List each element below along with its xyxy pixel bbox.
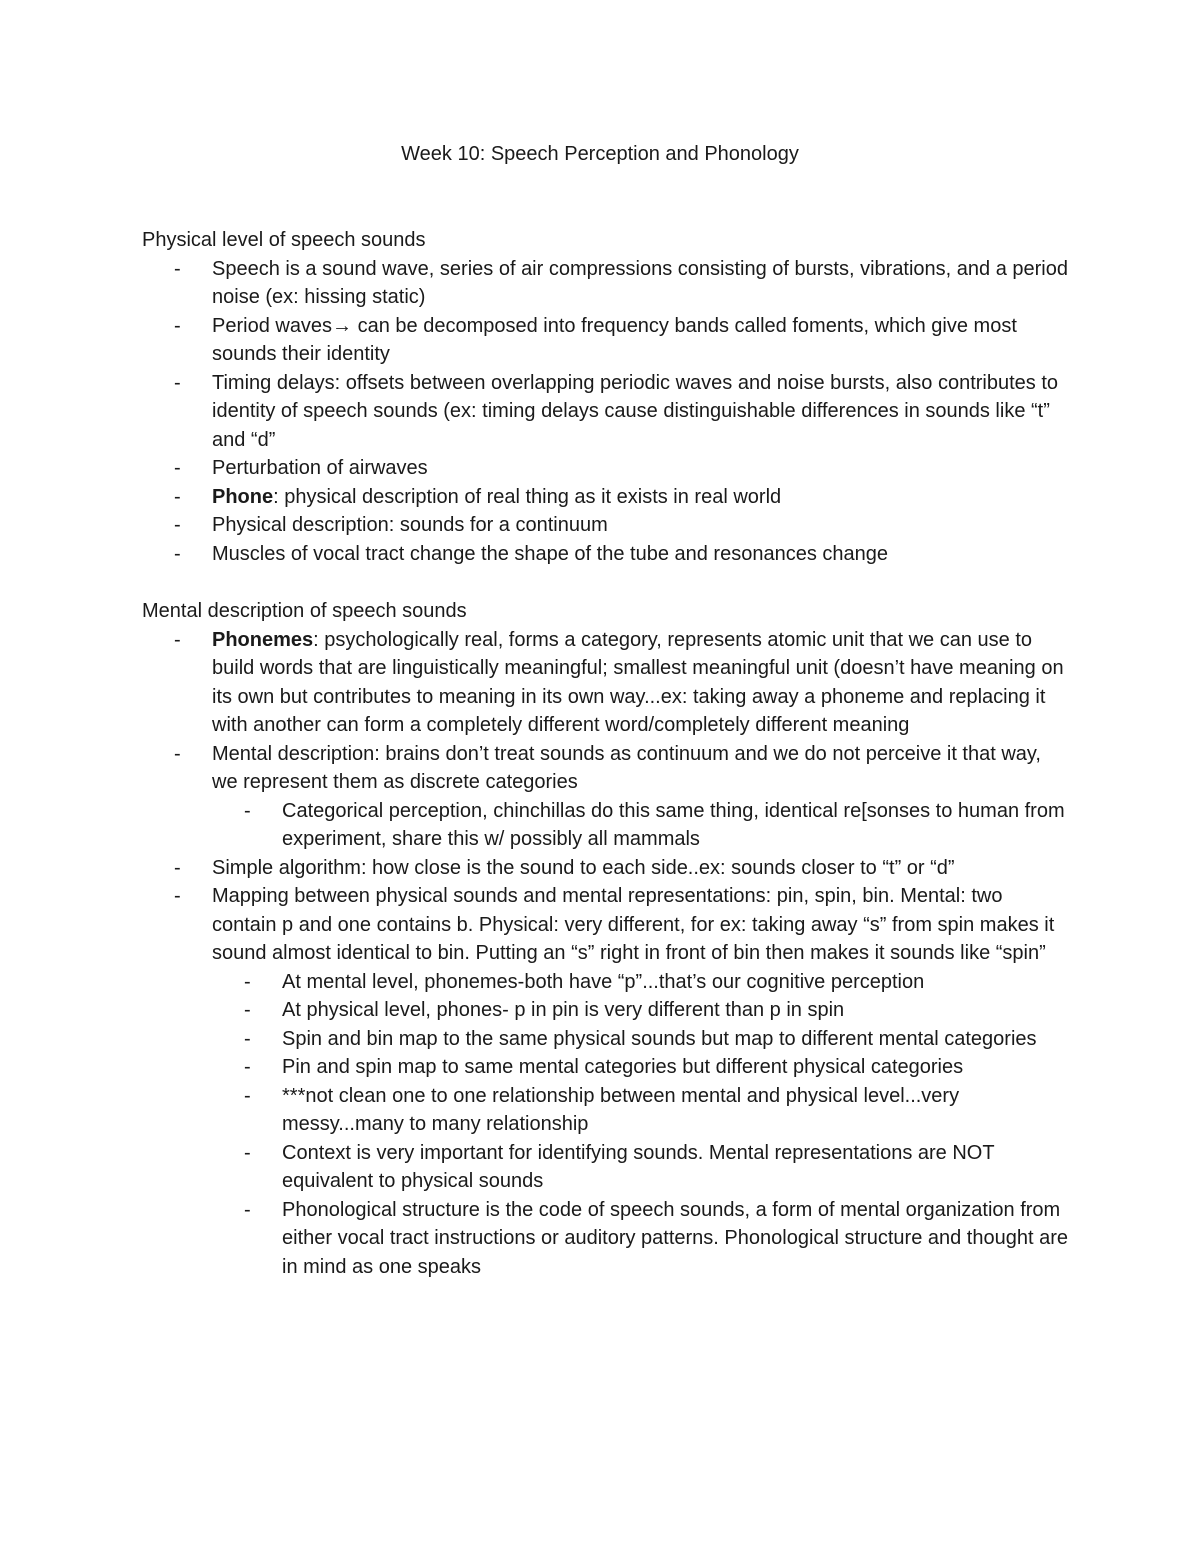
dash-bullet: -	[244, 1027, 251, 1050]
section-mental-description	[142, 597, 1072, 1281]
dash-bullet: -	[174, 856, 181, 879]
section-heading: Mental description of speech sounds	[142, 600, 467, 622]
dash-bullet: -	[244, 1084, 251, 1107]
dash-bullet: -	[174, 257, 181, 280]
list-item	[142, 540, 1072, 569]
list-item	[142, 255, 1072, 312]
section-heading: Physical level of speech sounds	[142, 229, 426, 251]
list-item	[142, 626, 1072, 740]
list-item-text: Timing delays: offsets between overlapping periodic waves and noise bursts, also contributes to identity of speech sounds (ex: timing delays cause distinguishable differences in sounds like “t” and “d”	[212, 371, 1059, 451]
dash-bullet: -	[174, 542, 181, 565]
list-item-text: Speech is a sound wave, series of air compressions consisting of bursts, vibrations, and a period noise (ex: hissing static)	[212, 257, 1068, 308]
list-item-text: : physical description of real thing as it exists in real world	[273, 485, 782, 508]
dash-bullet: -	[244, 799, 251, 822]
sub-list-item-text: Context is very important for identifying sounds. Mental representations are NOT equivalent to physical sounds	[282, 1141, 995, 1192]
list-item-text: Muscles of vocal tract change the shape of the tube and resonances change	[212, 542, 888, 565]
list-item	[142, 312, 1072, 369]
sub-list-item	[212, 797, 1072, 854]
sub-bullet-list	[212, 968, 1072, 1282]
sub-list-item-text: Categorical perception, chinchillas do this same thing, identical re[sonses to human from experiment, share this w/ possibly all mammals	[282, 799, 1065, 850]
dash-bullet: -	[174, 314, 181, 337]
sub-list-item	[212, 996, 1072, 1025]
sub-list-item-text: ***not clean one to one relationship between mental and physical level...very messy...many to many relationship	[282, 1084, 960, 1135]
section-physical-level	[142, 226, 1072, 568]
dash-bullet: -	[244, 970, 251, 993]
dash-bullet: -	[174, 885, 181, 907]
sub-list-item	[212, 1053, 1072, 1082]
list-item-text: Mental description: brains don’t treat sounds as continuum and we do not perceive it that way, we represent them as discrete categories	[212, 742, 1041, 793]
list-item	[142, 882, 1072, 1281]
sub-list-item	[212, 1025, 1072, 1054]
sub-list-item-text: At mental level, phonemes-both have “p”...that’s our cognitive perception	[282, 970, 925, 993]
list-item-text: : psychologically real, forms a category, represents atomic unit that we can use to build words that are linguistically meaningful; smallest meaningful unit (doesn’t have meaning on its own but contributes to meaning in its own way...ex: taking away a phoneme and replacing it with another can form a completely different word/completely different meaning	[212, 628, 1064, 736]
list-item-text: Perturbation of airwaves	[212, 457, 428, 479]
sub-list-item-text: At physical level, phones- p in pin is very different than p in spin	[282, 999, 845, 1021]
term-phone: Phone	[212, 485, 274, 508]
sub-list-item	[212, 1139, 1072, 1196]
bullet-list	[142, 626, 1072, 1282]
list-item-text: Mapping between physical sounds and mental representations: pin, spin, bin. Mental: two contain p and one contains b. Physical: very different, for ex: taking away “s” from spin makes it sound almost identical to bin. Putting an “s” right in front of bin then makes it sounds like “spin”	[212, 885, 1055, 964]
dash-bullet: -	[174, 514, 181, 536]
dash-bullet: -	[244, 1198, 251, 1221]
bullet-list	[142, 255, 1072, 569]
sub-list-item-text: Phonological structure is the code of speech sounds, a form of mental organization from either vocal tract instructions or auditory patterns. Phonological structure and thought are in mind as one speaks	[282, 1198, 1068, 1278]
list-item	[142, 511, 1072, 540]
sub-list-item	[212, 1196, 1072, 1282]
list-item-text: Physical description: sounds for a continuum	[212, 514, 608, 536]
list-item-text: Period waves→ can be decomposed into frequency bands called foments, which give most sounds their identity	[212, 314, 1017, 365]
list-item	[142, 454, 1072, 483]
dash-bullet: -	[244, 1056, 251, 1078]
list-item	[142, 740, 1072, 854]
dash-bullet: -	[174, 371, 181, 394]
dash-bullet: -	[244, 1141, 251, 1164]
dash-bullet: -	[244, 999, 251, 1021]
sub-bullet-list	[212, 797, 1072, 854]
dash-bullet: -	[174, 457, 181, 479]
term-phonemes: Phonemes	[212, 628, 314, 651]
sub-list-item	[212, 968, 1072, 997]
dash-bullet: -	[174, 628, 181, 651]
sub-list-item-text: Pin and spin map to same mental categories but different physical categories	[282, 1056, 964, 1078]
list-item	[142, 369, 1072, 455]
sub-list-item	[212, 1082, 1072, 1139]
list-item-text: Simple algorithm: how close is the sound to each side..ex: sounds closer to “t” or “d”	[212, 856, 955, 879]
list-item	[142, 854, 1072, 883]
page-title: Week 10: Speech Perception and Phonology	[401, 143, 799, 165]
list-item	[142, 483, 1072, 512]
dash-bullet: -	[174, 485, 181, 508]
dash-bullet: -	[174, 742, 181, 765]
sub-list-item-text: Spin and bin map to the same physical sounds but map to different mental categories	[282, 1027, 1037, 1050]
